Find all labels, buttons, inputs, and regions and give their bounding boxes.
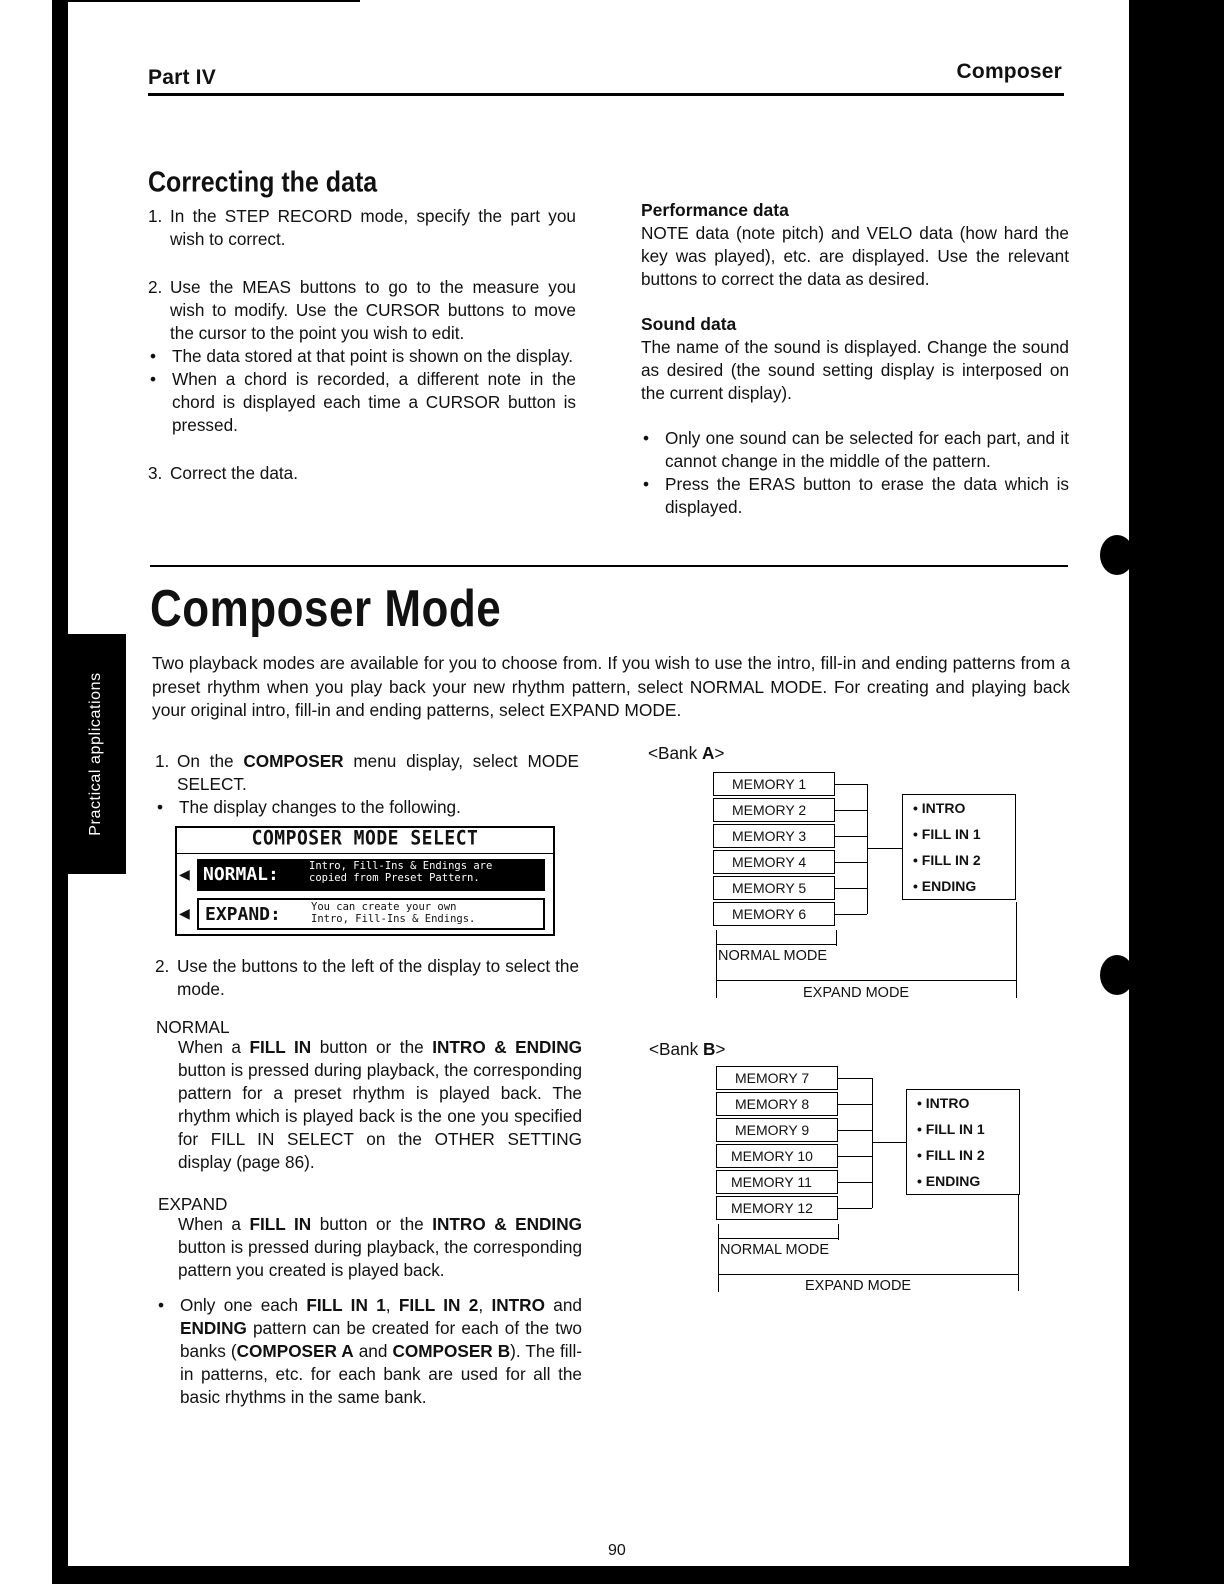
section-divider xyxy=(150,565,1068,567)
punch-hole-bottom xyxy=(1100,955,1134,995)
bank-b-fill-in-2: • FILL IN 2 xyxy=(917,1147,985,1163)
bank-b-memory-11: MEMORY 11 xyxy=(716,1170,838,1194)
composer-step-2: 2. Use the buttons to the left of the display to select the mode. xyxy=(155,956,579,999)
lcd-normal-text: Intro, Fill-Ins & Endings are copied from Preset Pattern. xyxy=(309,860,493,884)
bank-a-feature-box xyxy=(902,794,1016,900)
expand-heading: EXPAND xyxy=(158,1194,228,1214)
bank-a-expand-mode: EXPAND MODE xyxy=(803,985,910,1001)
bank-b-label: <Bank B> xyxy=(649,1039,726,1059)
lcd-expand-option[interactable] xyxy=(197,898,545,930)
sound-data-title: Sound data xyxy=(641,314,737,334)
bank-b-expand-mode: EXPAND MODE xyxy=(805,1278,912,1294)
section-title-correcting: Correcting the data xyxy=(148,166,378,199)
normal-heading: NORMAL xyxy=(156,1017,230,1037)
header-rule xyxy=(148,93,1064,96)
scan-edge-right xyxy=(1129,0,1224,1584)
composer-step-1: 1. On the COMPOSER menu display, select MODE SELECT. • The display changes to the following. xyxy=(155,751,580,817)
bank-b-memory-10: MEMORY 10 xyxy=(716,1144,838,1168)
step-1: 1. In the STEP RECORD mode, specify the part you wish to correct. xyxy=(148,206,576,249)
correcting-right-column xyxy=(641,199,1069,519)
bullet-eras: • Press the ERAS button to erase the data which is displayed. xyxy=(643,474,1069,517)
bank-a-fill-in-2: • FILL IN 2 xyxy=(913,852,981,868)
bank-b-memory-7: MEMORY 7 xyxy=(716,1066,838,1090)
lcd-expand-label: EXPAND: xyxy=(205,904,281,925)
scan-edge-top xyxy=(60,0,360,2)
lcd-normal-label: NORMAL: xyxy=(203,864,279,885)
lcd-display xyxy=(175,826,555,936)
bank-a-label: <Bank A> xyxy=(648,743,725,763)
bank-a-diagram xyxy=(640,742,1040,1012)
composer-mode-intro: Two playback modes are available for you to choose from. If you wish to use the intro, fill-in and ending patterns from a preset rhythm when you play back your new rhythm pattern, select NORMAL MODE. For creating and playing back your original intro, fill-in and ending patterns, select EXPAND MODE. xyxy=(152,653,1070,720)
bank-b-ending: • ENDING xyxy=(917,1173,981,1189)
lcd-normal-option[interactable] xyxy=(197,859,545,891)
bank-a-memory-6: MEMORY 6 xyxy=(713,902,835,926)
header-part: Part IV xyxy=(148,66,216,89)
side-tab xyxy=(66,634,126,874)
bank-a-normal-mode: NORMAL MODE xyxy=(718,948,828,964)
bullet-one-sound: • Only one sound can be selected for each part, and it cannot change in the middle of the pattern. xyxy=(643,428,1069,471)
bank-b-fill-in-1: • FILL IN 1 xyxy=(917,1121,985,1137)
punch-hole-top xyxy=(1100,535,1134,575)
lcd-expand-text: You can create your own Intro, Fill-Ins & Endings. xyxy=(311,901,476,925)
bank-a-memory-5: MEMORY 5 xyxy=(713,876,835,900)
bank-a-intro: • INTRO xyxy=(913,800,966,816)
sound-data-text: The name of the sound is displayed. Change the sound as desired (the sound setting display is interposed on the current display). xyxy=(641,337,1069,403)
bank-b-feature-box xyxy=(906,1089,1020,1195)
page-number: 90 xyxy=(608,1542,626,1559)
bullet-chord: • When a chord is recorded, a different note in the chord is displayed each time a CURSOR button is pressed. xyxy=(150,369,576,435)
page-title-composer-mode: Composer Mode xyxy=(150,580,502,638)
side-tab-label: Practical applications xyxy=(87,672,104,836)
expand-description: When a FILL IN button or the INTRO & ENDING button is pressed during playback, the corresponding pattern you created is played back. xyxy=(178,1214,582,1280)
bank-a-memory-1: MEMORY 1 xyxy=(713,772,835,796)
bullet-one-each: • Only one each FILL IN 1, FILL IN 2, INTRO and ENDING pattern can be created for each of the two banks (COMPOSER A and COMPOSER B). The fill-in patterns, etc. for each bank are used for all the basic rhythms in the same bank. xyxy=(158,1295,582,1407)
bullet-display-changes: • The display changes to the following. xyxy=(157,797,461,817)
step-3: 3. Correct the data. xyxy=(148,463,299,483)
bank-a-ending: • ENDING xyxy=(913,878,977,894)
normal-select-arrow[interactable]: ◀ xyxy=(179,866,190,882)
bank-b-diagram xyxy=(642,1038,1042,1308)
header-section: Composer xyxy=(956,60,1062,83)
performance-data-text: NOTE data (note pitch) and VELO data (how hard the key was played), etc. are displayed. Use the relevant buttons to correct the data as desired. xyxy=(641,223,1069,289)
bullet-display: • The data stored at that point is shown on the display. xyxy=(150,346,573,366)
bank-a-memory-3: MEMORY 3 xyxy=(713,824,835,848)
bank-b-memory-9: MEMORY 9 xyxy=(716,1118,838,1142)
correcting-left-column xyxy=(148,205,576,485)
scan-edge-bottom xyxy=(52,1566,1132,1584)
bank-b-normal-mode: NORMAL MODE xyxy=(720,1242,830,1258)
bank-b-memory-12: MEMORY 12 xyxy=(716,1196,838,1220)
lcd-title: COMPOSER MODE SELECT xyxy=(251,826,479,851)
expand-select-arrow[interactable]: ◀ xyxy=(179,905,190,921)
bank-b-intro: • INTRO xyxy=(917,1095,970,1111)
performance-data-title: Performance data xyxy=(641,200,789,220)
normal-description: When a FILL IN button or the INTRO & ENDING button is pressed during playback, the corresponding pattern for a preset rhythm is played back. The rhythm which is played back is the one you specified for FILL IN SELECT on the OTHER SETTING display (page 86). xyxy=(178,1037,582,1172)
bank-a-memory-4: MEMORY 4 xyxy=(713,850,835,874)
step-2: 2. Use the MEAS buttons to go to the measure you wish to modify. Use the CURSOR buttons to move the cursor to the point you wish to edit. xyxy=(148,277,576,343)
bank-a-memory-2: MEMORY 2 xyxy=(713,798,835,822)
bank-b-memory-8: MEMORY 8 xyxy=(716,1092,838,1116)
bank-a-fill-in-1: • FILL IN 1 xyxy=(913,826,981,842)
